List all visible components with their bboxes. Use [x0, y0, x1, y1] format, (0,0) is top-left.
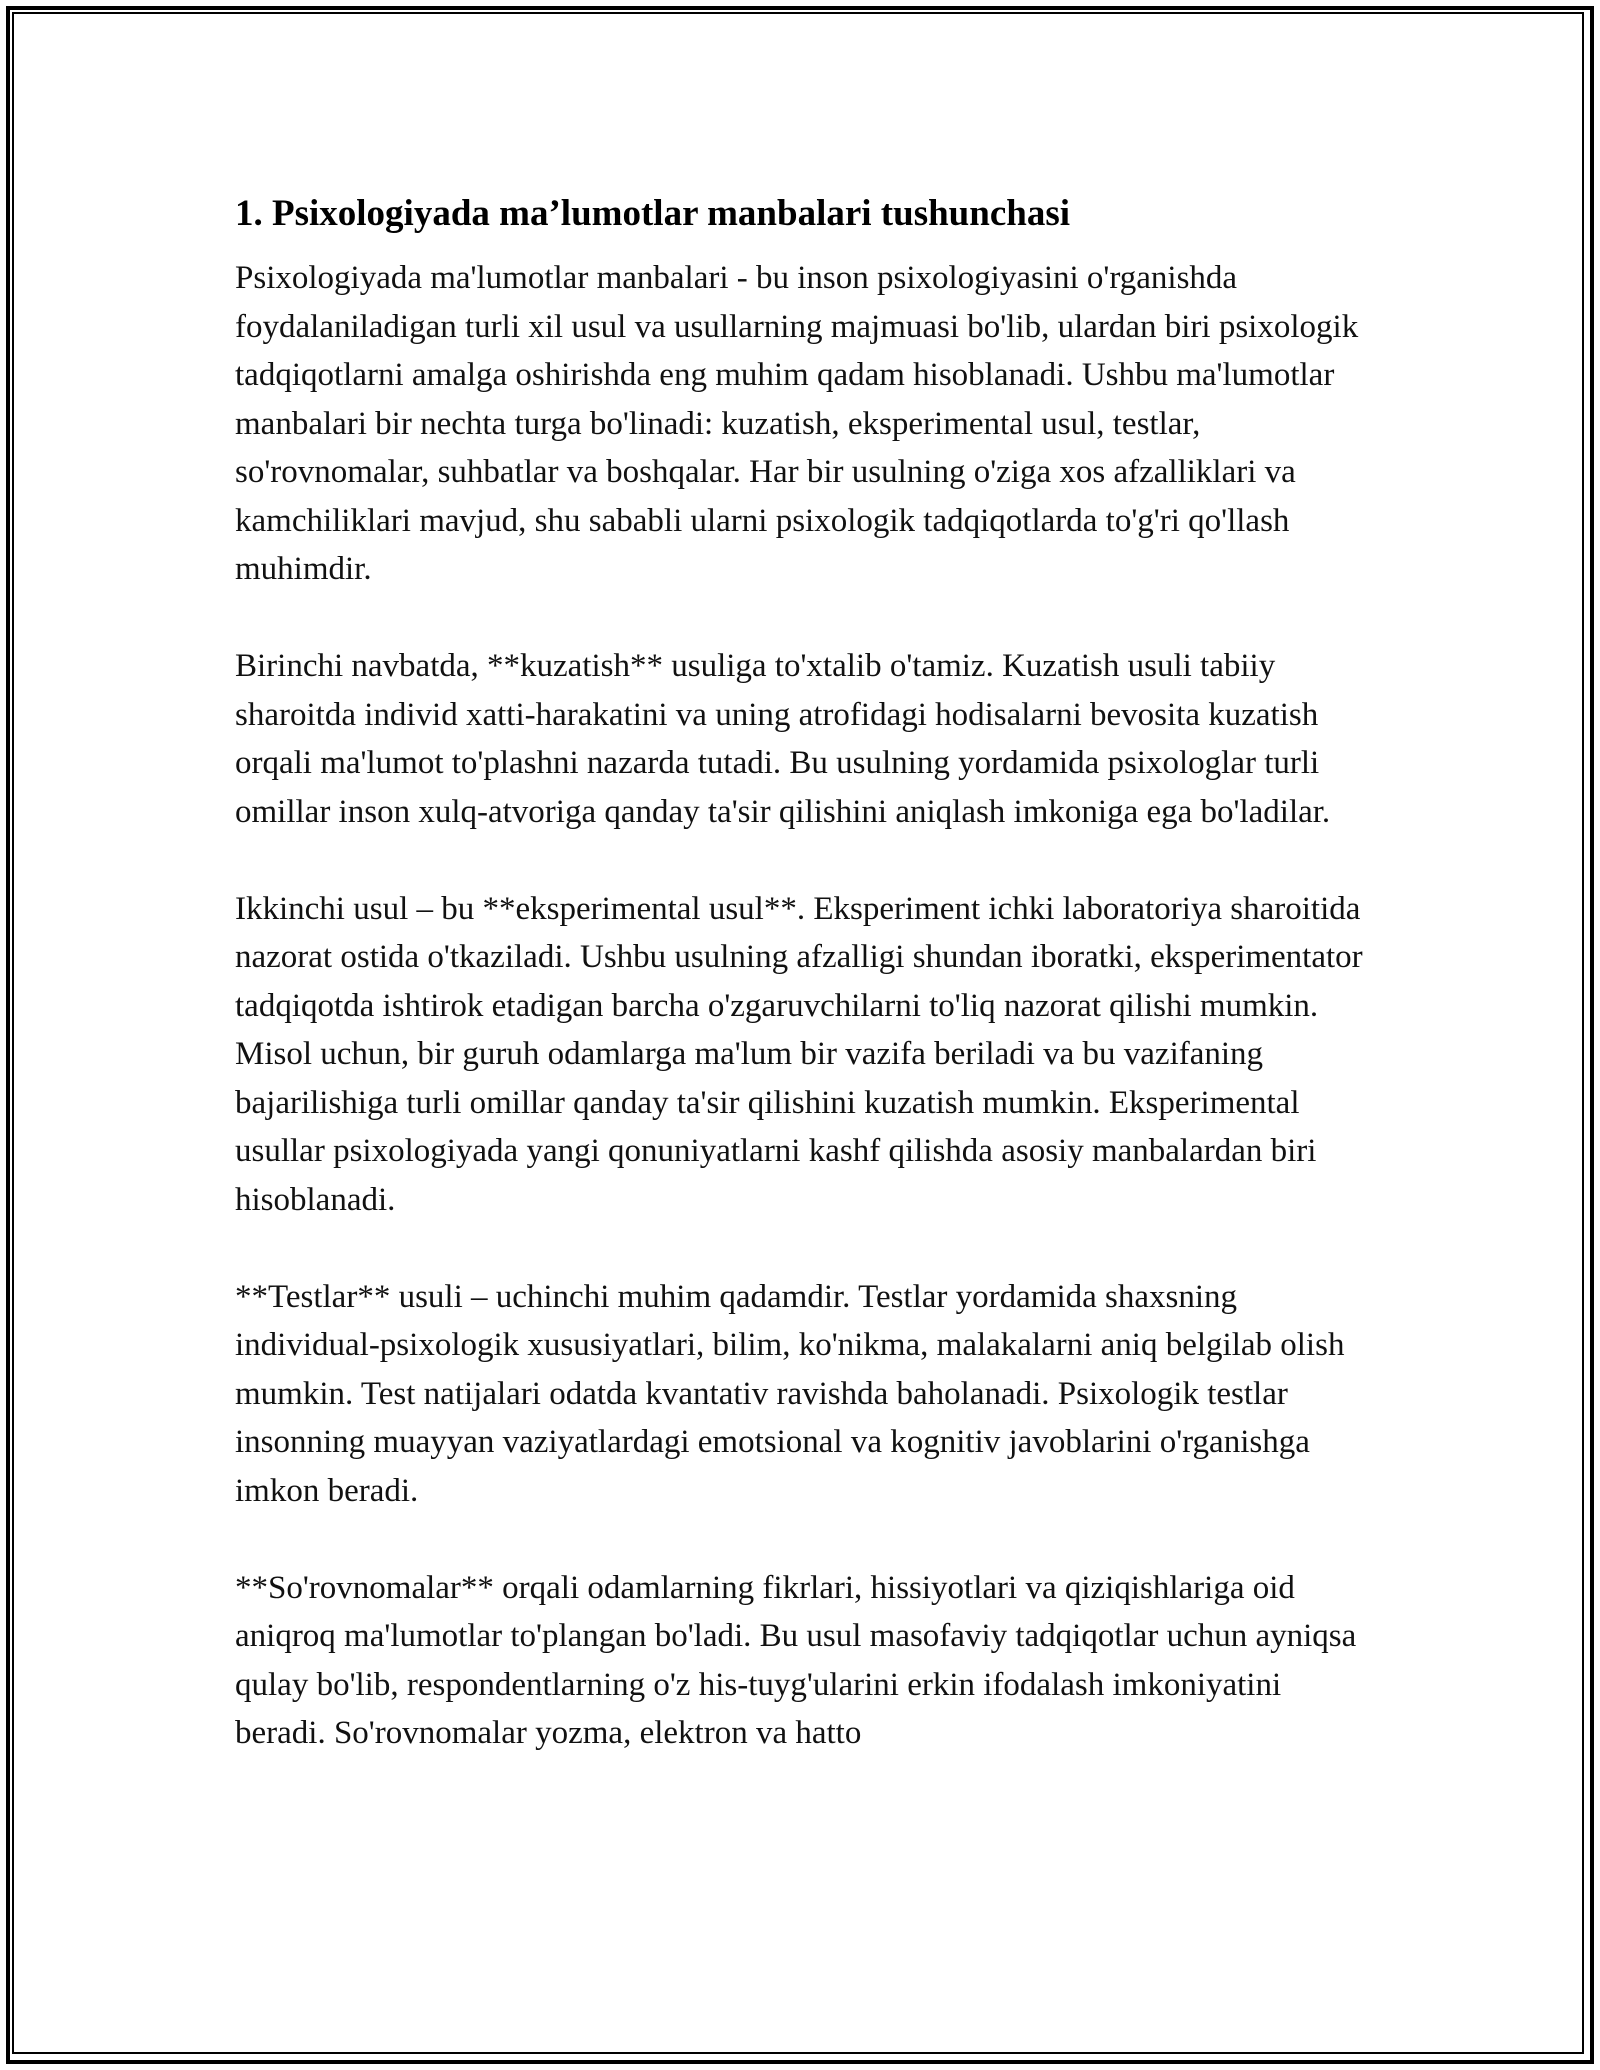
document-body — [235, 186, 1375, 1806]
paragraph-tests: **Testlar** usuli – uchinchi muhim qadamdir. Testlar yordamida shaxsning individual-psixologik xususiyatlari, bilim, ko'nikma, malakalarni aniq belgilab olish mumkin. Test natijalari odatda kvantativ ravishda baholanadi. Psixologik testlar insonning muayyan vaziyatlardagi emotsional va kognitiv javoblarini o'rganishga imkon beradi. — [235, 1278, 1345, 1509]
paragraph-surveys: **So'rovnomalar** orqali odamlarning fikrlari, hissiyotlari va qiziqishlariga oid aniqroq ma'lumotlar to'plangan bo'ladi. Bu usul masofaviy tadqiqotlar uchun ayniqsa qulay bo'lib, respondentlarning o'z his-tuyg'ularini erkin ifodalash imkoniyatini beradi. So'rovnomalar yozma, elektron va hatto — [235, 1569, 1357, 1751]
paragraph-intro: Psixologiyada ma'lumotlar manbalari - bu inson psixologiyasini o'rganishda foydalaniladigan turli xil usul va usullarning majmuasi bo'lib, ulardan biri psixologik tadqiqotlarni amalga oshirishda eng muhim qadam hisoblanadi. Ushbu ma'lumotlar manbalari bir nechta turga bo'linadi: kuzatish, eksperimental usul, testlar, so'rovnomalar, suhbatlar va boshqalar. Har bir usulning o'ziga xos afzalliklari va kamchiliklari mavjud, shu sababli ularni psixologik tadqiqotlarda to'g'ri qo'llash muhimdir. — [235, 260, 1359, 587]
paragraph-experimental: Ikkinchi usul – bu **eksperimental usul**. Eksperiment ichki laboratoriya sharoitida nazorat ostida o'tkaziladi. Ushbu usulning afzalligi shundan iboratki, eksperimentator tadqiqotda ishtirok etadigan barcha o'zgaruvchilarni to'liq nazorat qilishi mumkin. Misol uchun, bir guruh odamlarga ma'lum bir vazifa beriladi va bu vazifaning bajarilishiga turli omillar qanday ta'sir qilishini kuzatish mumkin. Eksperimental usullar psixologiyada yangi qonuniyatlarni kashf qilishda asosiy manbalardan biri hisoblanadi. — [235, 890, 1363, 1218]
section-heading: 1. Psixologiyada ma’lumotlar manbalari tushunchasi — [235, 193, 1071, 234]
paragraph-observation: Birinchi navbatda, **kuzatish** usuliga to'xtalib o'tamiz. Kuzatish usuli tabiiy sharoitda individ xatti-harakatini va uning atrofidagi hodisalarni bevosita kuzatish orqali ma'lumot to'plashni nazarda tutadi. Bu usulning yordamida psixologlar turli omillar inson xulq-atvoriga qanday ta'sir qilishini aniqlash imkoniga ega bo'ladilar. — [235, 648, 1331, 830]
